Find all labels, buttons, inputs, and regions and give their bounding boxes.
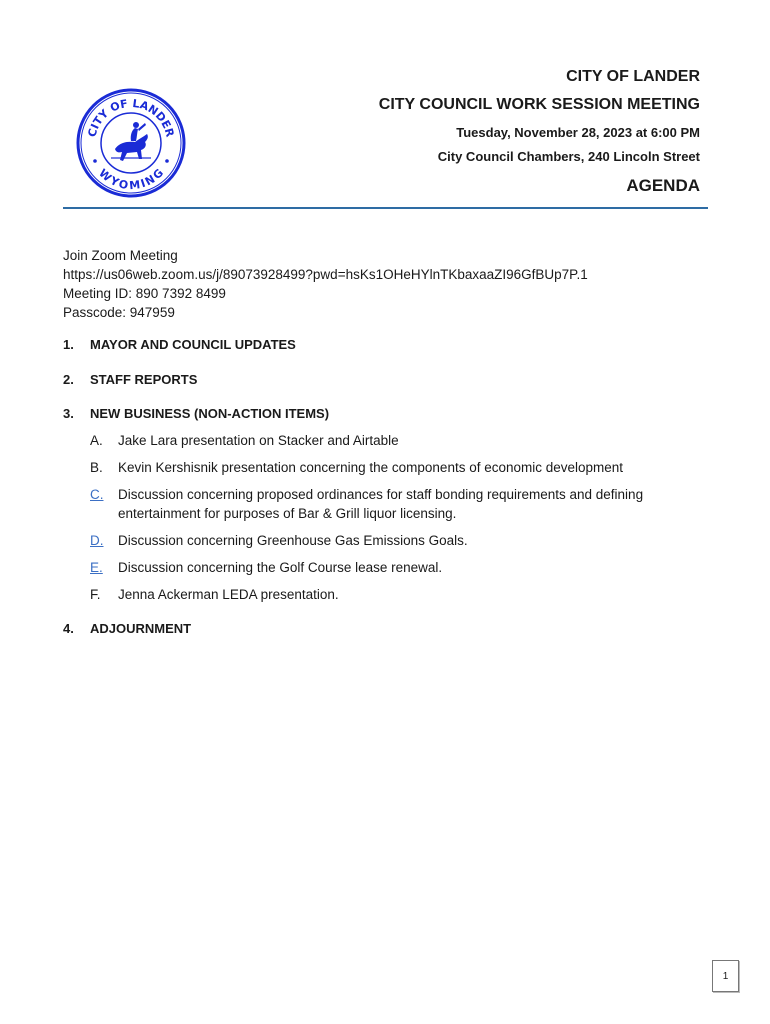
subitem-letter-link[interactable]: C. (90, 487, 104, 502)
zoom-info (63, 246, 588, 322)
item-title: MAYOR AND COUNCIL UPDATES (90, 337, 296, 352)
seal-bottom-text: WYOMING (96, 166, 167, 193)
agenda-subitem (90, 458, 683, 477)
subitem-text: Jake Lara presentation on Stacker and Airtable (118, 433, 399, 448)
page-number: 1 (712, 960, 739, 992)
subitem-letter: B. (90, 460, 103, 475)
agenda-subitem (90, 485, 683, 523)
agenda-heading: AGENDA (626, 176, 700, 195)
meeting-location: City Council Chambers, 240 Lincoln Street (437, 149, 700, 164)
agenda-item (63, 620, 683, 638)
subitem-letter-link[interactable]: D. (90, 533, 104, 548)
agenda-header (379, 66, 700, 197)
city-seal-logo (75, 87, 187, 199)
header-divider (63, 207, 708, 209)
item-title: ADJOURNMENT (90, 621, 192, 636)
subitem-text: Jenna Ackerman LEDA presentation. (118, 587, 339, 602)
item-title: STAFF REPORTS (90, 372, 198, 387)
agenda-subitem (90, 431, 683, 450)
agenda-list (63, 336, 683, 638)
meeting-title: CITY COUNCIL WORK SESSION MEETING (378, 96, 700, 113)
agenda-item (63, 336, 683, 354)
subitem-letter: F. (90, 587, 101, 602)
city-name: CITY OF LANDER (566, 68, 700, 85)
item-number: 2. (63, 372, 74, 387)
item-title: NEW BUSINESS (NON-ACTION ITEMS) (90, 406, 330, 421)
item-number: 4. (63, 621, 74, 636)
seal-top-text: CITY OF LANDER (85, 96, 177, 139)
zoom-meeting-id: Meeting ID: 890 7392 8499 (63, 286, 226, 301)
item-number: 1. (63, 337, 74, 352)
agenda-subitem (90, 585, 683, 604)
zoom-passcode: Passcode: 947959 (63, 305, 175, 320)
zoom-join-label: Join Zoom Meeting (63, 248, 178, 263)
item-number: 3. (63, 406, 74, 421)
svg-text:CITY OF LANDER (86, 97, 177, 139)
zoom-url[interactable]: https://us06web.zoom.us/j/89073928499?pwd=hsKs1OHeHYlnTKbaxaaZI96GfBUp7P.1 (63, 267, 588, 282)
agenda-subitem (90, 531, 683, 550)
subitem-text: Discussion concerning the Golf Course lease renewal. (118, 560, 443, 575)
subitem-text: Discussion concerning proposed ordinances for staff bonding requirements and defining entertainment for purposes of Bar & Grill liquor licensing. (118, 487, 644, 521)
subitem-text: Kevin Kershisnik presentation concerning the components of economic development (118, 460, 624, 475)
subitem-text: Discussion concerning Greenhouse Gas Emissions Goals. (118, 533, 468, 548)
agenda-item (63, 371, 683, 389)
subitem-letter-link[interactable]: E. (90, 560, 103, 575)
subitem-letter: A. (90, 433, 103, 448)
agenda-subitem (90, 558, 683, 577)
agenda-item (63, 405, 683, 423)
meeting-date: Tuesday, November 28, 2023 at 6:00 PM (456, 125, 700, 140)
